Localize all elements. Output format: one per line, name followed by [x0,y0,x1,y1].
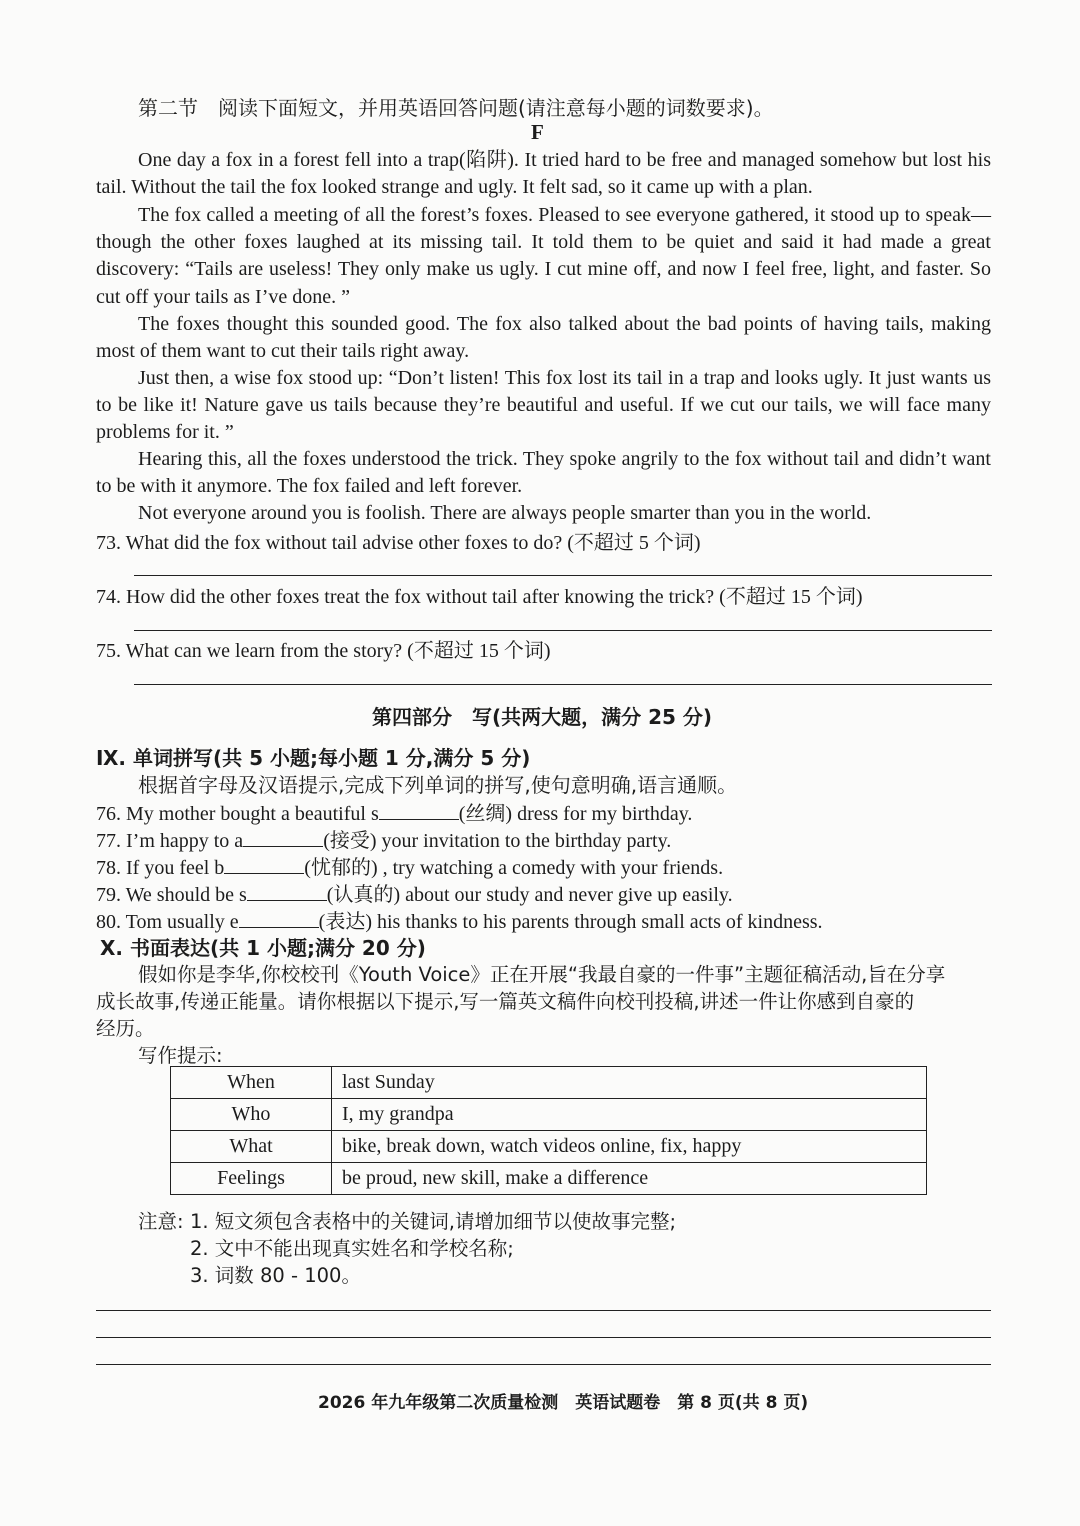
question-number: 75. [96,640,121,662]
item-before: We should be s [125,884,247,906]
spelling-item-79 [96,878,733,907]
item-after: about our study and never give up easily. [400,884,733,906]
passage-paragraph-4: Just then, a wise fox stood up: “Don’t listen! This fox lost its tail in a trap and looks ugly. It just wants us to be like it! Nature gave us tails because they’re beautiful and useful. If we cut our tails, we will face many problems for it. ” [96,367,991,444]
section-header: 第二节 阅读下面短文，并用英语回答问题(请注意每小题的词数要求)。 [138,96,774,120]
table-value: bike, break down, watch videos online, fix, happy [332,1131,927,1163]
item-hint: (丝绸) [458,803,513,825]
question-text: How did the other foxes treat the fox without tail after knowing the trick? (不超过 15 个词) [126,586,863,608]
question-number: 74. [96,586,121,608]
sec9-title: Ⅸ. 单词拼写(共 5 小题;每小题 1 分,满分 5 分) [96,746,531,770]
notes-label: 注意: [138,1210,184,1233]
table-value: I, my grandpa [332,1099,927,1131]
table-value: last Sunday [332,1067,927,1099]
item-after: , try watching a comedy with your friends. [377,857,724,879]
item-before: My mother bought a beautiful s [126,803,379,825]
page-footer: 2026 年九年级第二次质量检测 英语试题卷 第 8 页(共 8 页) [318,1393,809,1413]
item-number: 78. [96,857,121,879]
table-value: be proud, new skill, make a difference [332,1163,927,1195]
question-number: 73. [96,532,121,554]
table-row [171,1099,927,1131]
spelling-item-77 [96,824,671,853]
table-row [171,1067,927,1099]
item-after: dress for my birthday. [512,803,693,825]
table-row [171,1163,927,1195]
note-item-3: 3. 词数 80 - 100。 [190,1264,361,1287]
table-key: Who [171,1099,332,1131]
answer-line-75[interactable] [134,684,992,685]
writing-line[interactable] [96,1337,991,1338]
item-hint: (表达) [318,911,372,933]
passage-paragraph-3: The foxes thought this sounded good. The fox also talked about the bad points of having tails, making most of them want to cut their tails right away. [96,313,991,363]
passage-paragraph-2: The fox called a meeting of all the forest’s foxes. Pleased to see everyone gathered, it stood up to speak—though the other foxes laughed at its missing tail. It told them to be quiet and said it had made a great discovery: “Tails are useless! They only make us ugly. I cut mine off, and now I feel free, light, and faster. So cut off your tails as I’ve done. ” [96,204,991,308]
writing-hint-table [170,1066,927,1195]
spelling-blank[interactable] [379,801,459,820]
writing-hint-label: 写作提示: [138,1044,223,1067]
item-before: If you feel b [126,857,225,879]
item-before: Tom usually e [125,911,239,933]
sec10-prompt-line-3: 经历。 [96,1017,155,1040]
sec10-title: Ⅹ. 书面表达(共 1 小题;满分 20 分) [100,936,426,960]
item-after: his thanks to his parents through small acts of kindness. [372,911,823,933]
note-item-1: 1. 短文须包含表格中的关键词,请增加细节以使故事完整; [190,1210,677,1233]
item-number: 79. [96,884,121,906]
item-number: 77. [96,830,121,852]
question-text: What can we learn from the story? (不超过 15 个词) [125,640,551,662]
sec10-prompt-line-1: 假如你是李华,你校校刊《Youth Voice》正在开展“我最自豪的一件事”主题征稿活动,旨在分享 [138,963,946,986]
answer-line-74[interactable] [134,630,992,631]
question-73 [96,526,701,555]
spelling-blank[interactable] [247,882,327,901]
question-75 [96,634,551,663]
passage-paragraph-5: Hearing this, all the foxes understood the trick. They spoke angrily to the fox without tail and didn’t want to be with it anymore. The fox failed and left forever. [96,448,991,498]
item-hint: (认真的) [326,884,401,906]
spelling-item-80 [96,905,823,934]
table-key: What [171,1131,332,1163]
table-key: When [171,1067,332,1099]
sec10-prompt-line-2: 成长故事,传递正能量。请你根据以下提示,写一篇英文稿件向校刊投稿,讲述一件让你感到自豪的 [96,990,915,1013]
spelling-item-78 [96,851,723,880]
item-after: your invitation to the birthday party. [376,830,672,852]
spelling-item-76 [96,797,692,826]
writing-line[interactable] [96,1310,991,1311]
passage-paragraph-1: One day a fox in a forest fell into a trap(陷阱). It tried hard to be free and managed somehow but lost his tail. Without the tail the fox looked strange and ugly. It felt sad, so it came up with a plan. [96,149,991,199]
writing-line[interactable] [96,1364,991,1365]
item-hint: (忧郁的) [304,857,378,879]
item-number: 76. [96,803,121,825]
note-item-2: 2. 文中不能出现真实姓名和学校名称; [190,1237,514,1260]
passage-paragraph-6: Not everyone around you is foolish. There are always people smarter than you in the world. [138,502,872,524]
question-74 [96,580,862,609]
table-row [171,1131,927,1163]
question-text: What did the fox without tail advise other foxes to do? (不超过 5 个词) [125,532,701,554]
sec9-instruction: 根据首字母及汉语提示,完成下列单词的拼写,使句意明确,语言通顺。 [138,773,738,797]
answer-line-73[interactable] [134,575,992,576]
part4-title: 第四部分 写(共两大题，满分 25 分) [372,705,713,729]
table-key: Feelings [171,1163,332,1195]
spelling-blank[interactable] [239,909,319,928]
spelling-blank[interactable] [224,855,304,874]
spelling-blank[interactable] [243,828,323,847]
item-hint: (接受) [323,830,377,852]
item-before: I’m happy to a [126,830,244,852]
item-number: 80. [96,911,121,933]
passage-letter: F [531,120,544,144]
